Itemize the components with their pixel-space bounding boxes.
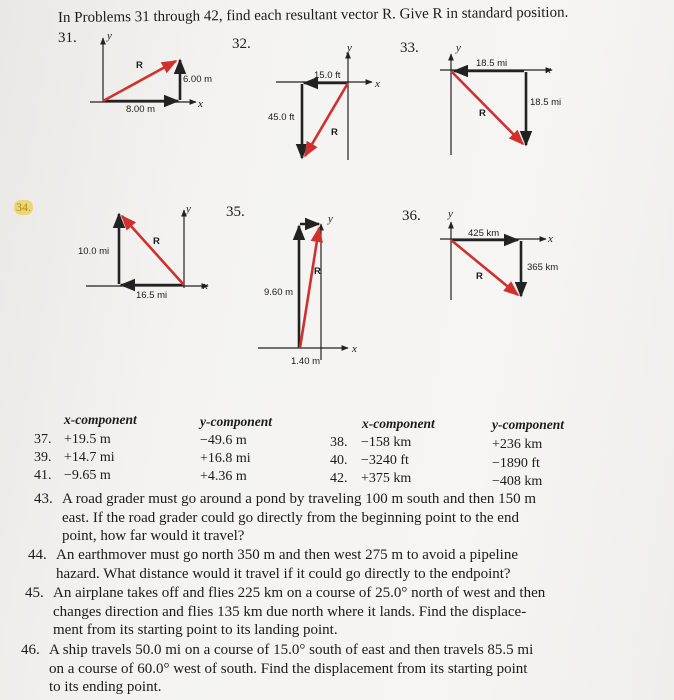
problem-44-line-2: hazard. What distance would it travel if it could go directly to the endpoint? bbox=[56, 565, 511, 582]
row-42-number: 42. bbox=[330, 471, 348, 486]
problem-46 bbox=[21, 641, 639, 697]
fig36-y-axis-label: y bbox=[448, 208, 453, 220]
table-header-x-right: x-component bbox=[362, 416, 435, 431]
problem-45-number: 45. bbox=[25, 585, 44, 601]
fig31-horizontal-length: 8.00 m bbox=[126, 104, 156, 115]
fig32-x-axis-label: x bbox=[375, 78, 380, 90]
row-41-number: 41. bbox=[34, 468, 52, 483]
fig35-x-axis-label: x bbox=[352, 343, 357, 355]
fig36-x-axis-label: x bbox=[548, 233, 553, 245]
fig31-vertical-length: 6.00 m bbox=[183, 74, 213, 85]
row-37-y: −49.6 m bbox=[200, 433, 247, 448]
problem-44-line-1: An earthmover must go north 350 m and then west 275 m to avoid a pipeline bbox=[56, 547, 518, 563]
problem-44 bbox=[28, 546, 616, 583]
row-40-number: 40. bbox=[330, 453, 348, 468]
problem-43-line-3: point, how far would it travel? bbox=[62, 528, 245, 545]
row-40-y: −1890 ft bbox=[492, 456, 540, 471]
problem-36-number: 36. bbox=[402, 208, 421, 224]
row-38-y: +236 km bbox=[492, 437, 543, 452]
row-42-y: −408 km bbox=[492, 474, 543, 489]
fig34-x-axis-label: x bbox=[203, 280, 208, 292]
fig35-vertical-length: 9.60 m bbox=[264, 287, 294, 298]
problem-34-number: 34. bbox=[16, 200, 31, 214]
row-41-x: −9.65 m bbox=[64, 468, 111, 483]
fig33-resultant-label: R bbox=[479, 108, 486, 119]
problem-31-number: 31. bbox=[58, 30, 77, 46]
fig36-horizontal-length: 425 km bbox=[468, 228, 500, 239]
problem-43 bbox=[34, 490, 602, 546]
row-42-x: +375 km bbox=[361, 471, 412, 486]
row-39-x: +14.7 mi bbox=[64, 450, 115, 465]
fig33-x-axis-label: x bbox=[546, 64, 551, 76]
fig34-y-axis-label: y bbox=[186, 203, 191, 215]
problem-46-line-2: on a course of 60.0° west of south. Find the displacement from its starting point bbox=[49, 660, 528, 677]
fig32-resultant-label: R bbox=[331, 127, 338, 138]
problem-43-number: 43. bbox=[34, 491, 53, 507]
table-header-y-left: y-component bbox=[200, 414, 272, 429]
problem-43-line-1: A road grader must go around a pond by traveling 100 m south and then 150 m bbox=[62, 491, 537, 507]
fig32-vertical-length: 45.0 ft bbox=[268, 112, 295, 123]
fig35-y-axis-label: y bbox=[328, 213, 333, 225]
row-39-number: 39. bbox=[34, 450, 52, 465]
problem-46-line-3: to its ending point. bbox=[49, 679, 162, 696]
table-header-y-right: y-component bbox=[492, 417, 564, 432]
fig31-x-axis-label: x bbox=[198, 98, 203, 110]
row-38-number: 38. bbox=[330, 435, 348, 450]
figure-32 bbox=[276, 52, 372, 160]
fig34-resultant-label: R bbox=[153, 236, 160, 247]
row-37-number: 37. bbox=[34, 432, 52, 447]
row-39-y: +16.8 mi bbox=[200, 451, 251, 466]
problem-43-line-2: east. If the road grader could go directly from the beginning point to the end bbox=[62, 509, 519, 526]
problem-44-number: 44. bbox=[28, 547, 47, 563]
fig35-horizontal-length: 1.40 m bbox=[291, 356, 321, 367]
row-41-y: +4.36 m bbox=[200, 469, 247, 484]
fig32-horizontal-length: 15.0 ft bbox=[314, 70, 341, 81]
problem-46-number: 46. bbox=[21, 642, 40, 658]
problem-35-number: 35. bbox=[226, 204, 245, 220]
row-37-x: +19.5 m bbox=[64, 432, 111, 447]
problem-46-line-1: A ship travels 50.0 mi on a course of 15.0° south of east and then travels 85.5 mi bbox=[49, 642, 534, 658]
problem-32-number: 32. bbox=[232, 36, 251, 52]
fig34-horizontal-length: 16.5 mi bbox=[136, 290, 168, 301]
problem-45-line-1: An airplane takes off and flies 225 km on a course of 25.0° north of west and then bbox=[53, 585, 546, 601]
fig36-vertical-length: 365 km bbox=[527, 262, 559, 273]
fig36-resultant-label: R bbox=[476, 271, 483, 282]
problem-45-line-2: changes direction and flies 135 km due north where it lands. Find the displace- bbox=[53, 603, 527, 620]
figure-31 bbox=[90, 38, 196, 102]
fig32-y-axis-label: y bbox=[347, 42, 352, 54]
problem-33-number: 33. bbox=[400, 40, 419, 56]
fig35-resultant-label: R bbox=[314, 266, 321, 277]
table-header-x-left: x-component bbox=[64, 412, 137, 427]
instructions-text: In Problems 31 through 42, find each resultant vector R. Give R in standard position. bbox=[57, 4, 569, 26]
fig34-vertical-length: 10.0 mi bbox=[78, 246, 110, 257]
fig31-y-axis-label: y bbox=[107, 30, 112, 42]
row-40-x: −3240 ft bbox=[361, 453, 409, 468]
row-38-x: −158 km bbox=[361, 435, 412, 450]
fig33-horizontal-length: 18.5 mi bbox=[476, 58, 508, 69]
fig31-resultant-label: R bbox=[136, 60, 143, 71]
fig33-y-axis-label: y bbox=[456, 42, 461, 54]
problem-45-line-3: ment from its starting point to its landing point. bbox=[53, 622, 338, 639]
fig33-vertical-length: 18.5 mi bbox=[530, 97, 562, 108]
problem-45 bbox=[25, 584, 633, 640]
